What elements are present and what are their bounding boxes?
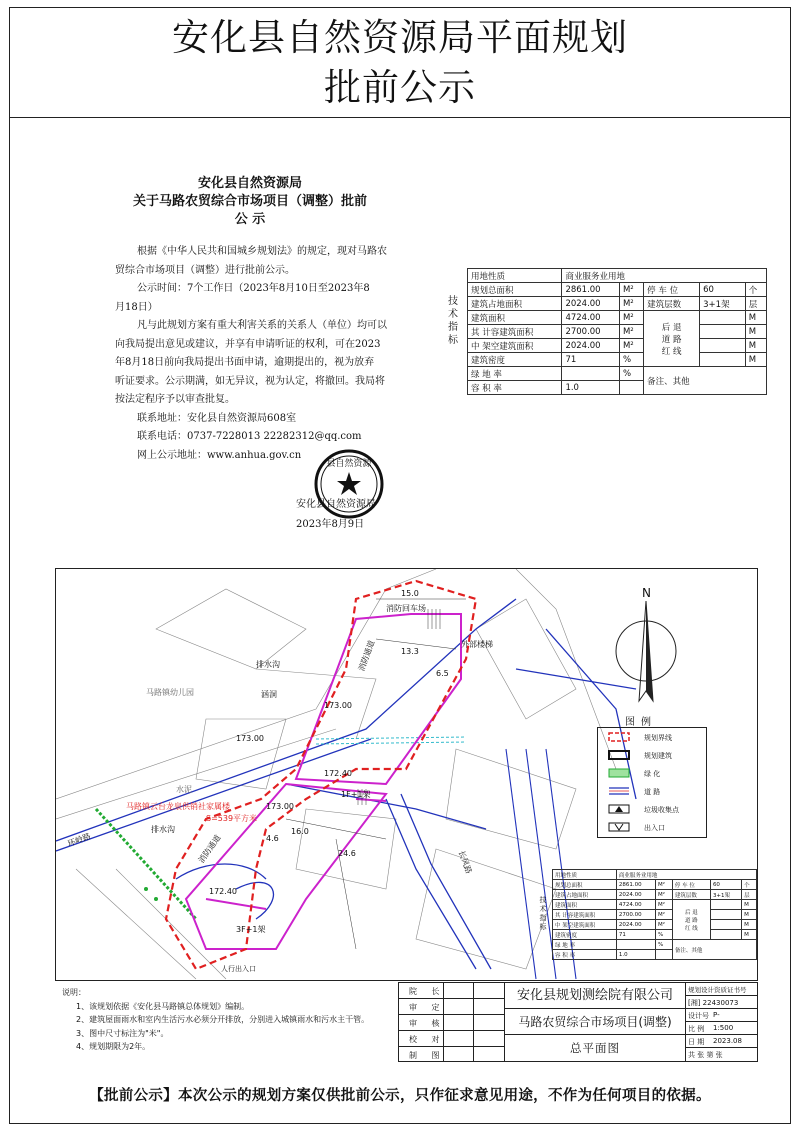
garbage-point-icon bbox=[608, 804, 630, 814]
note-2: 2、建筑屋面雨水和室内生活污水必须分开排放，分别进入城镇雨水和污水主干管。 bbox=[76, 1015, 370, 1024]
tech-cell: M² bbox=[655, 900, 672, 910]
label-elev5: 173.00 bbox=[236, 734, 264, 743]
tb-divider bbox=[473, 983, 474, 1061]
tech-cell: 备注、其他 bbox=[644, 367, 767, 395]
tech-cell: 2024.00 bbox=[616, 890, 655, 900]
label-dim4: 24.6 bbox=[338, 849, 356, 858]
label-culvert: 涵洞 bbox=[261, 690, 277, 699]
tech-cell: 60 bbox=[710, 880, 741, 890]
tech-cell: 规划总面积 bbox=[468, 283, 562, 297]
tech-cell bbox=[700, 353, 746, 367]
tech-cell bbox=[710, 900, 741, 910]
label-kindergarten: 马路镇幼儿园 bbox=[146, 688, 194, 697]
tech-cell: M bbox=[745, 339, 766, 353]
tech-row bbox=[468, 339, 767, 353]
legend-road bbox=[598, 782, 706, 800]
label-ext-stairs: 外部楼梯 bbox=[461, 640, 493, 649]
notice-p2b: 月18日） bbox=[115, 301, 158, 313]
notice-p3e: 按法定程序予以审查批复。 bbox=[115, 394, 235, 405]
legend-label: 规划建筑 bbox=[644, 752, 672, 760]
label-drain2: 排水沟 bbox=[151, 825, 175, 834]
notice-p3c: 年8月18日前向我局提出书面申请，逾期提出的，视为放弃 bbox=[115, 357, 375, 368]
title-block bbox=[398, 982, 758, 1062]
tech-cell: 商业服务业用地 bbox=[616, 870, 756, 880]
legend-building bbox=[598, 746, 706, 764]
notes bbox=[62, 986, 369, 1054]
note-4: 4、规划期限为2年。 bbox=[76, 1042, 151, 1051]
tb-date-value: 2023.08 bbox=[713, 1037, 742, 1045]
tb-scale-value: 1:500 bbox=[713, 1024, 734, 1032]
page-title-box bbox=[9, 7, 791, 118]
note-1: 1、该规划依据《安化县马路镇总体规划》编制。 bbox=[76, 1001, 250, 1011]
label-fire-road1: 消防通道 bbox=[356, 639, 377, 673]
tech-cell: 1.0 bbox=[616, 950, 655, 960]
notice-website: 网上公示地址：www.anhua.gov.cn bbox=[137, 449, 302, 461]
tech-cell: % bbox=[619, 353, 643, 367]
tb-project: 马路农贸综合市场项目(调整) bbox=[505, 1009, 685, 1035]
tech-row bbox=[553, 900, 757, 910]
notes-header: 说明： bbox=[62, 988, 86, 997]
tech-cell bbox=[710, 920, 741, 930]
tech-cell: 中 架空建筑面积 bbox=[468, 339, 562, 353]
tech-row bbox=[553, 930, 757, 940]
page-title: 安化县自然资源局平面规划 bbox=[172, 16, 628, 59]
tb-design-no bbox=[685, 1009, 757, 1022]
label-elev4: 172.40 bbox=[209, 887, 237, 896]
tech-cell: 4724.00 bbox=[562, 311, 620, 325]
footer-disclaimer: 【批前公示】本次公示的规划方案仅供批前公示，只作征求意见用途，不作为任何项目的依据。 bbox=[89, 1088, 711, 1104]
tech-cell: 层 bbox=[742, 890, 757, 900]
label-dim1: 15.0 bbox=[401, 589, 419, 598]
notice-address: 联系地址：安化县自然资源局608室 bbox=[137, 412, 297, 424]
tech-cell: 建筑占地面积 bbox=[553, 890, 617, 900]
tech-cell: 建筑层数 bbox=[672, 890, 710, 900]
legend-green bbox=[598, 764, 706, 782]
notice-p1b: 贸综合市场项目（调整）进行批前公示。 bbox=[115, 264, 295, 276]
tech-cell: 用地性质 bbox=[553, 870, 617, 880]
tb-cert-no-text: [湘] 22430073 bbox=[688, 999, 739, 1007]
tech-setback-text: 红 线 bbox=[685, 925, 698, 932]
notice-sign-org: 安化县自然资源局 bbox=[296, 499, 376, 510]
tb-cert-label bbox=[685, 983, 757, 996]
notice-p1a: 根据《中华人民共和国城乡规划法》的规定，现对马路农 bbox=[137, 246, 387, 257]
tb-role: 审 定 bbox=[409, 1003, 446, 1012]
tech-cell: M bbox=[742, 900, 757, 910]
green-icon bbox=[608, 768, 630, 778]
label-dim3: 16.0 bbox=[291, 827, 309, 836]
tech-cell: 绿 地 率 bbox=[468, 367, 562, 381]
tech-cell: M² bbox=[619, 325, 643, 339]
tb-date bbox=[685, 1035, 757, 1048]
tech-cell bbox=[616, 940, 655, 950]
tech-row bbox=[468, 297, 767, 311]
tech-cell: 个 bbox=[742, 880, 757, 890]
label-road1: 环岭路 bbox=[66, 831, 92, 849]
label-dim2: 13.3 bbox=[401, 647, 419, 656]
label-elev1: 173.00 bbox=[324, 701, 352, 710]
tech-cell: 用地性质 bbox=[468, 269, 562, 283]
tech-cell: 2700.00 bbox=[616, 910, 655, 920]
tech-setback-cell bbox=[644, 311, 700, 367]
tb-role-row bbox=[399, 1031, 504, 1047]
legend-title: 图例 bbox=[625, 717, 657, 728]
north-arrow-icon bbox=[616, 586, 676, 701]
tb-role: 院 长 bbox=[409, 987, 446, 996]
legend-label: 出入口 bbox=[644, 824, 665, 832]
entrance-icon bbox=[608, 822, 630, 832]
tech-cell: 建筑面积 bbox=[468, 311, 562, 325]
tb-design-no-label: 设计号 bbox=[688, 1012, 709, 1020]
tech-row bbox=[553, 910, 757, 920]
legend-entrance bbox=[598, 818, 706, 836]
notice-sign-date: 2023年8月9日 bbox=[296, 519, 365, 530]
tech-cell bbox=[562, 367, 620, 381]
tech-cell: 60 bbox=[700, 283, 746, 297]
label-road2: 长风路 bbox=[456, 849, 474, 875]
legend bbox=[597, 727, 707, 838]
legend-label: 绿 化 bbox=[644, 770, 661, 778]
notice-body bbox=[115, 243, 425, 465]
tech-cell bbox=[700, 325, 746, 339]
notice-head-org: 安化县自然资源局 bbox=[197, 176, 302, 191]
tech-row bbox=[468, 283, 767, 297]
tb-sheet-label: 共 张 第 张 bbox=[688, 1051, 723, 1059]
tech-cell: 容 积 率 bbox=[553, 950, 617, 960]
north-label: N bbox=[642, 586, 651, 600]
notice-phone: 联系电话：0737-7228013 22282312@qq.com bbox=[137, 431, 362, 442]
tech-row bbox=[553, 890, 757, 900]
label-elev3: 173.00 bbox=[266, 802, 294, 811]
official-seal-icon bbox=[313, 448, 385, 520]
label-elev2: 172.40 bbox=[324, 769, 352, 778]
tb-drawing: 总平面图 bbox=[570, 1041, 620, 1055]
tech-cell bbox=[710, 930, 741, 940]
label-fire-turn: 消防回车场 bbox=[386, 604, 426, 613]
tech-setback-cell bbox=[672, 900, 710, 940]
tech-cell: 1.0 bbox=[562, 381, 620, 395]
tb-role-row bbox=[399, 999, 504, 1015]
tech-cell: M² bbox=[655, 890, 672, 900]
legend-plan-boundary bbox=[598, 728, 706, 746]
tech-cell: % bbox=[655, 940, 672, 950]
page-subtitle: 批前公示 bbox=[324, 66, 476, 109]
tech-cell: 2861.00 bbox=[616, 880, 655, 890]
tech-cell bbox=[700, 339, 746, 353]
tech-cell: M bbox=[742, 920, 757, 930]
tech-row bbox=[468, 353, 767, 367]
tech-indicators-table-small bbox=[552, 869, 757, 960]
tech-cell: 4724.00 bbox=[616, 900, 655, 910]
legend-label: 垃圾收集点 bbox=[644, 806, 679, 814]
tech-cell: 建筑面积 bbox=[553, 900, 617, 910]
tech-cell: M² bbox=[655, 920, 672, 930]
tech-setback-text: 红 线 bbox=[661, 346, 682, 357]
tech-cell: 其 计容建筑面积 bbox=[553, 910, 617, 920]
tech-setback-text: 后 退 bbox=[661, 322, 682, 333]
tech-cell: 3+1架 bbox=[700, 297, 746, 311]
tech-cell bbox=[700, 311, 746, 325]
tech-row bbox=[553, 880, 757, 890]
building-icon bbox=[608, 750, 630, 760]
tech-cell: M bbox=[742, 910, 757, 920]
label-dim6: 4.6 bbox=[266, 834, 279, 843]
tb-role-row bbox=[399, 1015, 504, 1031]
legend-label: 道 路 bbox=[644, 788, 661, 796]
tb-role-row bbox=[399, 1047, 504, 1063]
tech-cell: 3+1架 bbox=[710, 890, 741, 900]
tech-cell: 停 车 位 bbox=[672, 880, 710, 890]
tb-divider bbox=[443, 983, 444, 1061]
legend-garbage bbox=[598, 800, 706, 818]
tech-cell: 商业服务业用地 bbox=[562, 269, 767, 283]
tech-row bbox=[468, 269, 767, 283]
tb-design-no-value: P- bbox=[713, 1011, 720, 1019]
legend-label: 规划界线 bbox=[644, 734, 672, 742]
tech-cell: % bbox=[619, 367, 643, 381]
tech-cell: 备注、其他 bbox=[672, 940, 756, 960]
tech-row bbox=[468, 311, 767, 325]
tb-cert-no bbox=[685, 996, 757, 1009]
tech-cell: M² bbox=[655, 910, 672, 920]
tb-role: 审 核 bbox=[409, 1019, 446, 1028]
seal-text: 县自然资源 bbox=[326, 459, 372, 469]
tech-setback-text: 道 路 bbox=[685, 917, 698, 924]
tech-row bbox=[468, 325, 767, 339]
tech-cell: 容 积 率 bbox=[468, 381, 562, 395]
tech-cell bbox=[655, 950, 672, 960]
tech-row bbox=[553, 920, 757, 930]
tb-cert-label-text: 规划设计资质证书号 bbox=[688, 986, 747, 994]
tb-role: 校 对 bbox=[409, 1035, 446, 1044]
road-icon bbox=[608, 786, 630, 796]
label-fire-road2: 消防通道 bbox=[196, 833, 223, 865]
small-tech-label: 技术指标 bbox=[539, 896, 547, 931]
tech-cell: M² bbox=[619, 339, 643, 353]
tech-indicators-label: 技术指标 bbox=[448, 296, 458, 346]
notice-p3d: 听证要求。公示期满，如无异议，视为认定，将撤回。我局将 bbox=[115, 375, 385, 387]
tech-cell: 层 bbox=[745, 297, 766, 311]
notice-head-subject: 关于马路农贸综合市场项目（调整）批前 bbox=[132, 194, 367, 209]
tech-cell: M bbox=[745, 353, 766, 367]
tech-setback-text: 后 退 bbox=[685, 909, 698, 916]
label-building1: 1F+1架 bbox=[341, 790, 371, 799]
label-drain1: 排水沟 bbox=[256, 660, 280, 669]
plan-boundary-icon bbox=[608, 732, 630, 742]
notice-p2a: 公示时间：7个工作日（2023年8月10日至2023年8 bbox=[137, 283, 370, 294]
tech-row bbox=[553, 940, 757, 950]
label-dim5: 6.5 bbox=[436, 669, 449, 678]
tech-row bbox=[468, 367, 767, 381]
tech-cell: 绿 地 率 bbox=[553, 940, 617, 950]
tech-indicators-table bbox=[467, 268, 767, 395]
tb-scale-label: 比 例 bbox=[688, 1025, 705, 1033]
label-building2: 3F+1架 bbox=[236, 925, 266, 934]
tech-cell: M bbox=[745, 311, 766, 325]
tech-cell: 建筑层数 bbox=[644, 297, 700, 311]
tech-cell bbox=[619, 381, 643, 395]
notice-head-type: 公 示 bbox=[234, 212, 266, 227]
tech-cell: 2024.00 bbox=[562, 339, 620, 353]
tech-setback-text: 道 路 bbox=[661, 334, 682, 345]
tech-cell: 71 bbox=[616, 930, 655, 940]
tech-cell: 2024.00 bbox=[562, 297, 620, 311]
tech-cell: M² bbox=[655, 880, 672, 890]
tech-cell: M² bbox=[619, 297, 643, 311]
tech-cell: M bbox=[745, 325, 766, 339]
tech-cell bbox=[710, 910, 741, 920]
note-3: 3、图中尺寸标注为"米"。 bbox=[76, 1028, 169, 1038]
label-entrance: 人行出入口 bbox=[221, 965, 256, 973]
tech-cell: 中 架空建筑面积 bbox=[553, 920, 617, 930]
tech-cell: 建筑密度 bbox=[553, 930, 617, 940]
tech-cell: M bbox=[742, 930, 757, 940]
tb-scale bbox=[685, 1022, 757, 1035]
label-neighbor-area: S=539平方米 bbox=[206, 814, 258, 823]
tb-sheet bbox=[685, 1048, 757, 1061]
tb-institute: 安化县规划测绘院有限公司 bbox=[505, 983, 685, 1009]
tech-cell: M² bbox=[619, 283, 643, 297]
tech-cell: 2024.00 bbox=[616, 920, 655, 930]
tech-row bbox=[553, 870, 757, 880]
tech-cell: 2861.00 bbox=[562, 283, 620, 297]
notice-p3b: 向我局提出意见或建议，并享有申请听证的权利，可在2023 bbox=[115, 338, 381, 350]
tech-cell: M² bbox=[619, 311, 643, 325]
tb-role-row bbox=[399, 983, 504, 999]
tech-cell: % bbox=[655, 930, 672, 940]
tech-cell: 71 bbox=[562, 353, 620, 367]
tech-cell: 2700.00 bbox=[562, 325, 620, 339]
tech-cell: 其 计容建筑面积 bbox=[468, 325, 562, 339]
tech-cell: 停 车 位 bbox=[644, 283, 700, 297]
tb-date-label: 日 期 bbox=[688, 1038, 705, 1046]
label-water: 水泥 bbox=[176, 785, 192, 794]
tech-cell: 建筑占地面积 bbox=[468, 297, 562, 311]
tech-cell: 建筑密度 bbox=[468, 353, 562, 367]
tech-cell: 规划总面积 bbox=[553, 880, 617, 890]
tech-cell: 个 bbox=[745, 283, 766, 297]
tb-role: 制 图 bbox=[409, 1051, 446, 1060]
notice-p3a: 凡与此规划方案有重大利害关系的关系人（单位）均可以 bbox=[137, 320, 387, 331]
label-neighbor: 马路镇云台龙泉供销社家属楼 bbox=[126, 802, 230, 811]
